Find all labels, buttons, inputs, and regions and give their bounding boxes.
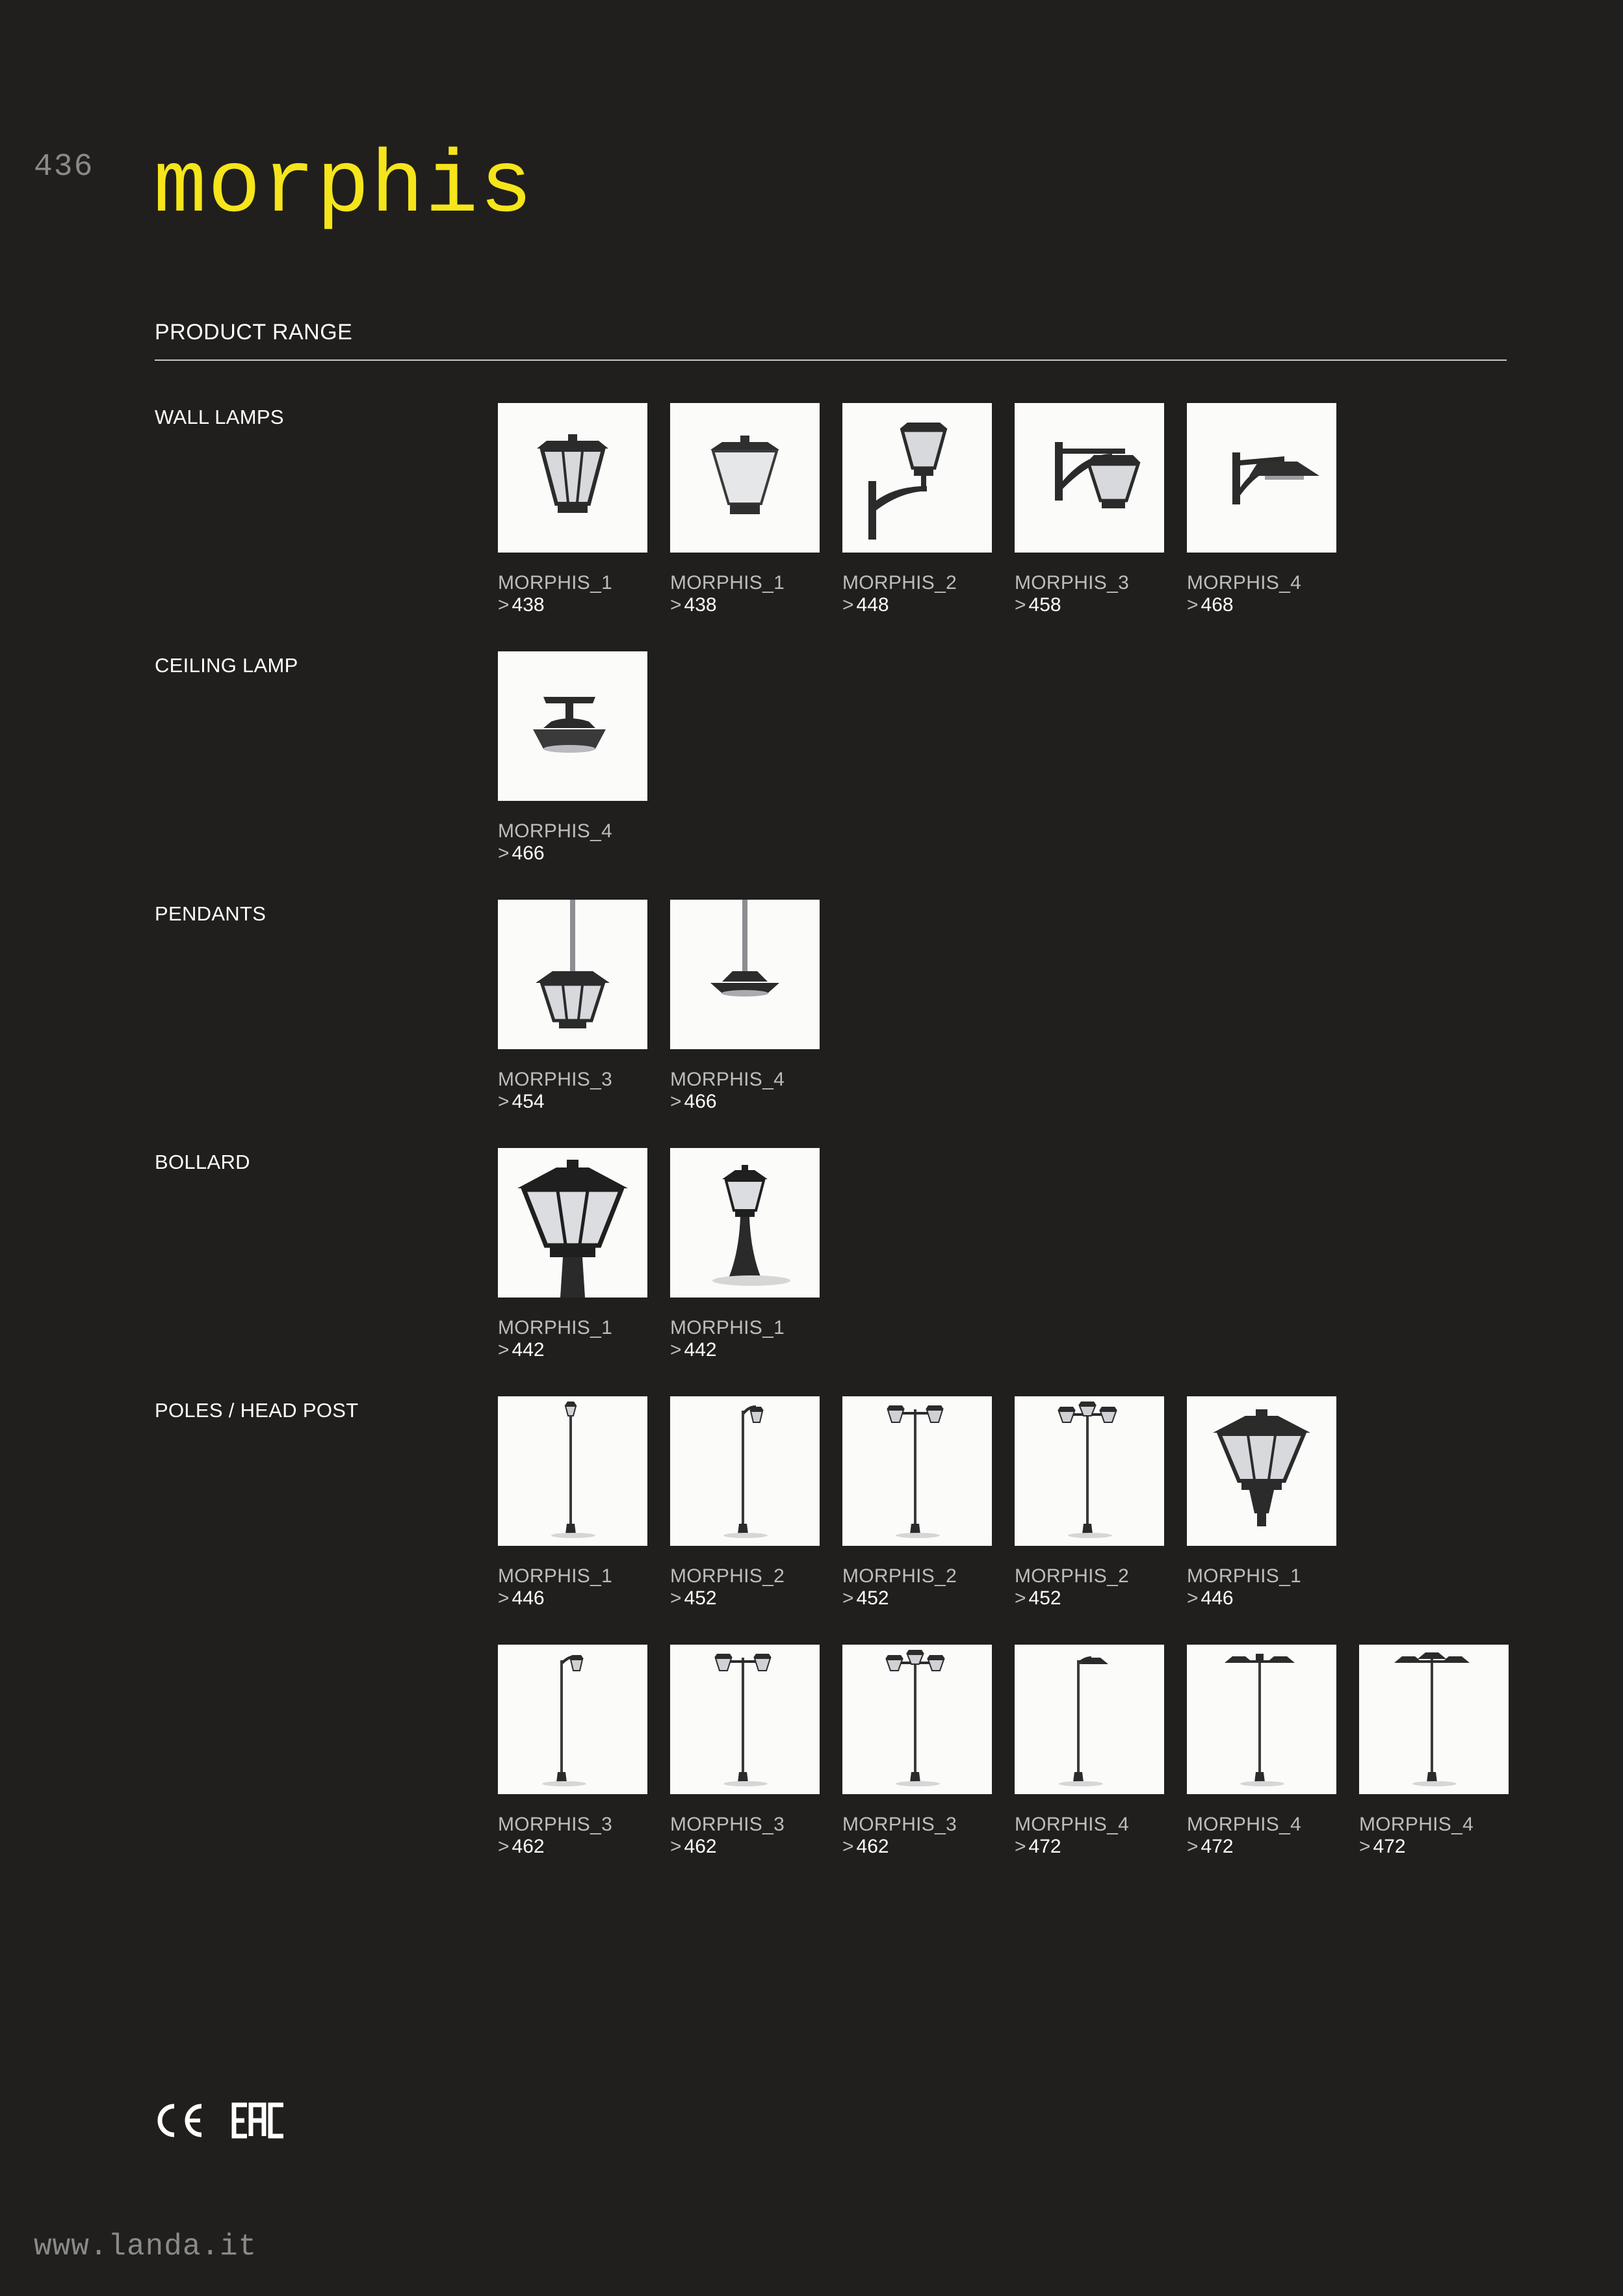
- bollard-lantern-closeup-icon: [498, 1148, 647, 1298]
- product-name: MORPHIS_1: [498, 572, 613, 594]
- wall-arm-flat-lamp-icon: [1187, 403, 1336, 553]
- wall-arm-lantern-icon: [1015, 403, 1164, 553]
- product-page-ref[interactable]: > 472: [1015, 1836, 1061, 1857]
- pole-triple-lantern-icon: [842, 1645, 992, 1794]
- product-name: MORPHIS_4: [1015, 1814, 1130, 1835]
- product-name: MORPHIS_4: [1187, 572, 1302, 594]
- product-thumbnail[interactable]: [1187, 403, 1336, 553]
- product-page-ref[interactable]: > 442: [670, 1339, 717, 1361]
- product-page-ref[interactable]: > 438: [670, 594, 717, 616]
- product-page-ref[interactable]: > 472: [1359, 1836, 1406, 1857]
- category-label-wall-lamps: WALL LAMPS: [155, 406, 284, 428]
- product-card[interactable]: [670, 403, 820, 616]
- product-card[interactable]: [842, 403, 992, 616]
- product-page-ref[interactable]: > 462: [498, 1836, 545, 1857]
- product-name: MORPHIS_2: [842, 1565, 957, 1587]
- product-card[interactable]: [842, 1396, 992, 1610]
- product-thumbnail[interactable]: [1187, 1645, 1336, 1794]
- product-card[interactable]: [1015, 1396, 1164, 1610]
- pole-triple-lantern-icon: [1015, 1396, 1164, 1546]
- product-thumbnail[interactable]: [1359, 1645, 1509, 1794]
- ceiling-lamp-icon: [498, 651, 647, 801]
- pendant-lantern-icon: [498, 900, 647, 1049]
- product-page-ref[interactable]: > 466: [670, 1091, 717, 1112]
- product-name: MORPHIS_2: [1015, 1565, 1130, 1587]
- product-thumbnail[interactable]: [670, 1148, 820, 1298]
- product-thumbnail[interactable]: [1015, 403, 1164, 553]
- product-thumbnail[interactable]: [498, 403, 647, 553]
- product-card[interactable]: [842, 1645, 992, 1858]
- product-card[interactable]: [498, 403, 647, 616]
- product-thumbnail[interactable]: [842, 403, 992, 553]
- product-card[interactable]: [1015, 1645, 1164, 1858]
- product-card[interactable]: [670, 900, 820, 1113]
- product-card[interactable]: [1187, 1645, 1336, 1858]
- pole-double-lantern-icon: [842, 1396, 992, 1546]
- product-thumbnail[interactable]: [670, 900, 820, 1049]
- wall-lantern-frosted-icon: [670, 403, 820, 553]
- page-number: 436: [34, 150, 94, 185]
- product-thumbnail[interactable]: [498, 900, 647, 1049]
- product-page-ref[interactable]: > 452: [1015, 1587, 1061, 1609]
- wall-lantern-icon: [498, 403, 647, 553]
- product-name: MORPHIS_3: [498, 1814, 613, 1835]
- product-card[interactable]: [1187, 1396, 1336, 1610]
- section-heading: PRODUCT RANGE: [155, 320, 353, 345]
- product-card[interactable]: [498, 900, 647, 1113]
- product-name: MORPHIS_3: [670, 1814, 785, 1835]
- pole-side-arm-lantern-icon: [670, 1396, 820, 1546]
- product-card[interactable]: [670, 1396, 820, 1610]
- eac-mark-icon: [231, 2101, 286, 2140]
- product-name: MORPHIS_2: [842, 572, 957, 594]
- product-thumbnail[interactable]: [498, 1396, 647, 1546]
- product-thumbnail[interactable]: [842, 1396, 992, 1546]
- pole-side-arm-lantern-icon: [498, 1645, 647, 1794]
- product-thumbnail[interactable]: [670, 1645, 820, 1794]
- brand-title: morphis: [153, 137, 534, 237]
- product-thumbnail[interactable]: [498, 1148, 647, 1298]
- product-name: MORPHIS_4: [670, 1069, 785, 1090]
- product-card[interactable]: [1359, 1645, 1509, 1858]
- category-label-bollard: BOLLARD: [155, 1151, 250, 1173]
- product-name: MORPHIS_1: [670, 572, 785, 594]
- product-thumbnail[interactable]: [670, 403, 820, 553]
- head-post-lantern-icon: [1187, 1396, 1336, 1546]
- pole-double-flat-icon: [1187, 1645, 1336, 1794]
- category-label-poles-head-post: POLES / HEAD POST: [155, 1399, 359, 1422]
- product-thumbnail[interactable]: [1015, 1645, 1164, 1794]
- category-label-ceiling-lamp: CEILING LAMP: [155, 654, 298, 677]
- product-name: MORPHIS_1: [670, 1317, 785, 1338]
- product-card[interactable]: [498, 1148, 647, 1361]
- product-page-ref[interactable]: > 458: [1015, 594, 1061, 616]
- product-page-ref[interactable]: > 452: [670, 1587, 717, 1609]
- product-name: MORPHIS_1: [1187, 1565, 1302, 1587]
- product-page-ref[interactable]: > 446: [498, 1587, 545, 1609]
- product-name: MORPHIS_3: [1015, 572, 1130, 594]
- product-card[interactable]: [498, 1396, 647, 1610]
- website-url[interactable]: www.landa.it: [34, 2230, 257, 2263]
- product-page-ref[interactable]: > 462: [842, 1836, 889, 1857]
- pole-double-lantern-icon: [670, 1645, 820, 1794]
- product-page-ref[interactable]: > 468: [1187, 594, 1234, 616]
- product-card[interactable]: [1015, 403, 1164, 616]
- product-thumbnail[interactable]: [670, 1396, 820, 1546]
- product-thumbnail[interactable]: [498, 651, 647, 801]
- product-card[interactable]: [670, 1645, 820, 1858]
- product-thumbnail[interactable]: [1015, 1396, 1164, 1546]
- ce-mark-icon: [153, 2101, 205, 2140]
- product-card[interactable]: [1187, 403, 1336, 616]
- product-page-ref[interactable]: > 438: [498, 594, 545, 616]
- certification-marks: [153, 2101, 286, 2140]
- product-thumbnail[interactable]: [842, 1645, 992, 1794]
- bollard-lantern-icon: [670, 1148, 820, 1298]
- product-name: MORPHIS_1: [498, 1317, 613, 1338]
- pendant-flat-lamp-icon: [670, 900, 820, 1049]
- product-page-ref[interactable]: > 472: [1187, 1836, 1234, 1857]
- product-page-ref[interactable]: > 466: [498, 842, 545, 864]
- wall-bracket-lantern-icon: [842, 403, 992, 553]
- pole-triple-flat-icon: [1359, 1645, 1509, 1794]
- product-name: MORPHIS_4: [1187, 1814, 1302, 1835]
- product-page-ref[interactable]: > 448: [842, 594, 889, 616]
- pole-single-lantern-icon: [498, 1396, 647, 1546]
- product-thumbnail[interactable]: [1187, 1396, 1336, 1546]
- product-name: MORPHIS_3: [498, 1069, 613, 1090]
- section-divider: [155, 359, 1507, 361]
- product-page-ref[interactable]: > 452: [842, 1587, 889, 1609]
- product-thumbnail[interactable]: [498, 1645, 647, 1794]
- product-page-ref[interactable]: > 454: [498, 1091, 545, 1112]
- product-page-ref[interactable]: > 446: [1187, 1587, 1234, 1609]
- product-name: MORPHIS_4: [498, 820, 613, 842]
- product-card[interactable]: [670, 1148, 820, 1361]
- product-name: MORPHIS_3: [842, 1814, 957, 1835]
- product-name: MORPHIS_4: [1359, 1814, 1474, 1835]
- product-card[interactable]: [498, 651, 647, 865]
- product-name: MORPHIS_2: [670, 1565, 785, 1587]
- product-page-ref[interactable]: > 442: [498, 1339, 545, 1361]
- product-name: MORPHIS_1: [498, 1565, 613, 1587]
- product-page-ref[interactable]: > 462: [670, 1836, 717, 1857]
- pole-side-arm-flat-icon: [1015, 1645, 1164, 1794]
- product-card[interactable]: [498, 1645, 647, 1858]
- category-label-pendants: PENDANTS: [155, 902, 266, 925]
